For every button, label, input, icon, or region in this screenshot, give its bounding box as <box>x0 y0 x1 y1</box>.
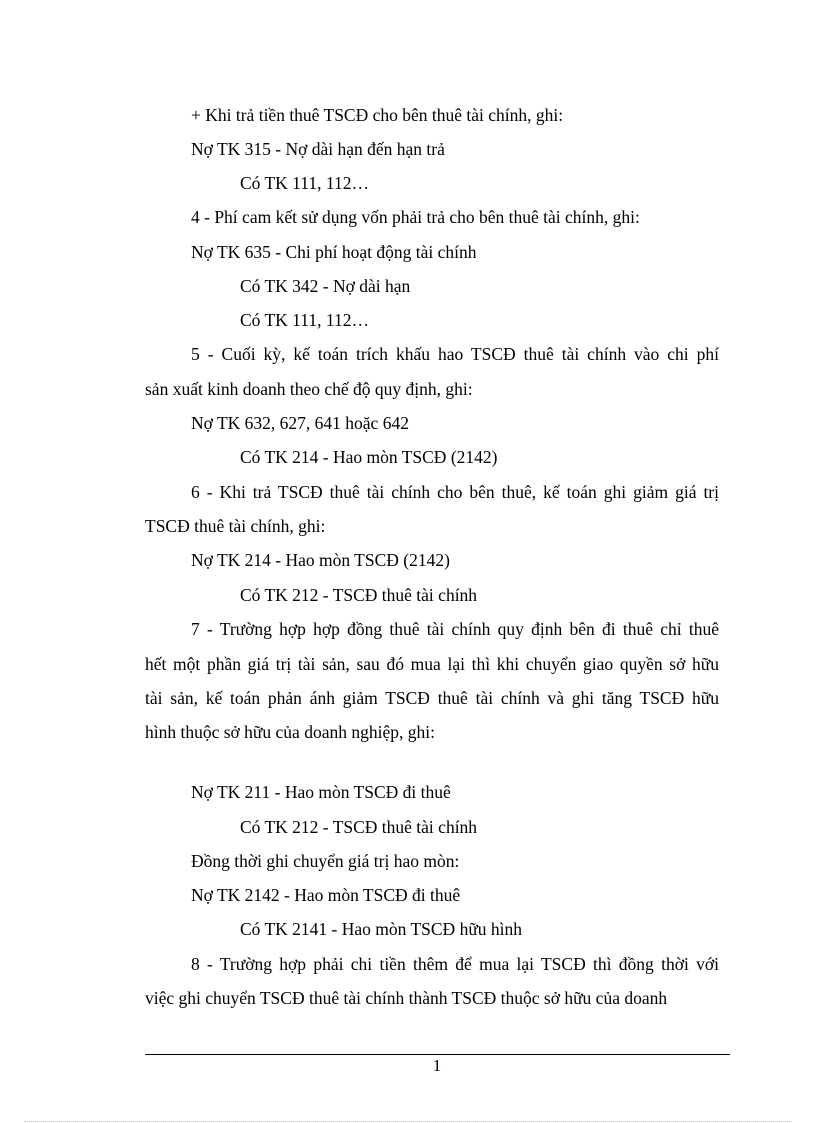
text-line: Nợ TK 214 - Hao mòn TSCĐ (2142) <box>191 550 450 570</box>
text-line: Có TK 2141 - Hao mòn TSCĐ hữu hình <box>240 919 523 939</box>
text-line: hình thuộc sở hữu của doanh nghiệp, ghi: <box>145 722 435 742</box>
text-line: việc ghi chuyển TSCĐ thuê tài chính thành TSCĐ thuộc sở hữu của doanh <box>145 988 668 1008</box>
text-line: Có TK 342 - Nợ dài hạn <box>240 276 411 296</box>
text-line: Có TK 214 - Hao mòn TSCĐ (2142) <box>240 447 498 467</box>
text-line: + Khi trả tiền thuê TSCĐ cho bên thuê tài chính, ghi: <box>191 105 564 125</box>
page-bottom-border <box>24 1121 792 1122</box>
page-number: 1 <box>432 1056 442 1075</box>
text-line: 4 - Phí cam kết sử dụng vốn phải trả cho bên thuê tài chính, ghi: <box>191 207 640 227</box>
text-line: Nợ TK 315 - Nợ dài hạn đến hạn trả <box>191 139 445 159</box>
text-line: Nợ TK 632, 627, 641 hoặc 642 <box>191 413 409 433</box>
text-line: Nợ TK 635 - Chi phí hoạt động tài chính <box>191 242 477 262</box>
text-line: 7 - Trường hợp hợp đồng thuê tài chính quy định bên đi thuê chỉ thuê <box>191 619 719 639</box>
text-line: Nợ TK 2142 - Hao mòn TSCĐ đi thuê <box>191 885 461 905</box>
text-line: Có TK 111, 112… <box>240 173 369 193</box>
text-line: tài sản, kế toán phản ánh giảm TSCĐ thuê tài chính và ghi tăng TSCĐ hữu <box>145 688 719 708</box>
text-line: 6 - Khi trả TSCĐ thuê tài chính cho bên thuê, kế toán ghi giảm giá trị <box>191 482 719 502</box>
text-line: sản xuất kinh doanh theo chế độ quy định, ghi: <box>145 379 473 399</box>
text-line: 8 - Trường hợp phải chi tiền thêm để mua lại TSCĐ thì đồng thời với <box>191 954 719 974</box>
text-line: Nợ TK 211 - Hao mòn TSCĐ đi thuê <box>191 782 451 802</box>
text-line: 5 - Cuối kỳ, kế toán trích khấu hao TSCĐ thuê tài chính vào chi phí <box>191 344 719 364</box>
text-line: hết một phần giá trị tài sản, sau đó mua lại thì khi chuyển giao quyền sở hữu <box>145 654 719 674</box>
text-line: Có TK 212 - TSCĐ thuê tài chính <box>240 585 478 605</box>
text-line: Đồng thời ghi chuyển giá trị hao mòn: <box>191 851 460 871</box>
text-line: Có TK 212 - TSCĐ thuê tài chính <box>240 817 478 837</box>
text-line: Có TK 111, 112… <box>240 310 369 330</box>
text-line: TSCĐ thuê tài chính, ghi: <box>145 516 326 536</box>
footer-rule <box>145 1054 730 1055</box>
